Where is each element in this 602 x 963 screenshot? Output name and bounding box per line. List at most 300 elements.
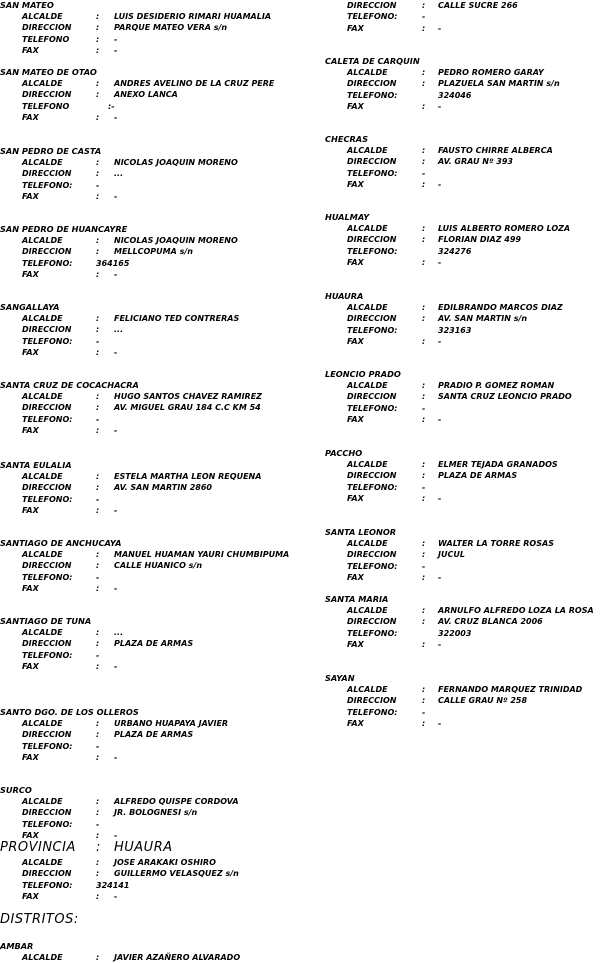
direccion-label: DIRECCION: [347, 79, 397, 89]
fax-label: FAX: [22, 662, 39, 672]
separator: :: [96, 719, 100, 728]
separator: :: [422, 719, 426, 729]
telefono-value: -: [96, 650, 100, 660]
district-entry: [325, 527, 554, 584]
separator: :: [96, 348, 100, 358]
direccion-value: JR. BOLOGNESI s/n: [114, 808, 198, 818]
fax-row: [0, 505, 118, 516]
telefono-row: [0, 336, 100, 347]
fax-label: FAX: [347, 719, 364, 729]
fax-value: -: [114, 348, 118, 358]
fax-label: FAX: [22, 270, 39, 280]
separator: :: [422, 460, 426, 469]
alcalde-label: ALCALDE: [22, 79, 63, 88]
alcalde-value: LUIS ALBERTO ROMERO LOZA: [438, 224, 571, 233]
telefono-row: [0, 414, 139, 425]
telefono-value: -: [114, 34, 118, 44]
separator: :: [422, 685, 426, 694]
direccion-value: AV. CRUZ BLANCA 2006: [438, 617, 543, 627]
telefono-label: TELEFONO:: [22, 336, 73, 346]
alcalde-label: ALCALDE: [347, 303, 388, 312]
direccion-value: AV. SAN MARTIN s/n: [438, 314, 528, 324]
district-name: HUAURA: [325, 291, 364, 301]
direccion-value: PLAZA DE ARMAS: [438, 471, 518, 481]
fax-row: [325, 179, 442, 190]
fax-value: -: [438, 494, 442, 504]
fax-label: FAX: [22, 46, 39, 56]
telefono-value: :-: [108, 101, 115, 111]
fax-value: -: [114, 506, 118, 516]
direccion-label: DIRECCION: [22, 169, 72, 179]
telefono-label: TELEFONO:: [22, 258, 73, 268]
direccion-value: PARQUE MATEO VERA s/n: [114, 23, 228, 33]
district-name: PACCHO: [325, 448, 363, 458]
alcalde-label: ALCALDE: [22, 858, 63, 867]
fax-value: -: [438, 719, 442, 729]
telefono-value: -: [422, 12, 426, 22]
alcalde-row: [0, 78, 275, 89]
alcalde-label: ALCALDE: [22, 158, 63, 167]
alcalde-label: ALCALDE: [22, 719, 63, 728]
alcalde-row: [325, 605, 594, 616]
district-name: SAN MATEO: [0, 0, 54, 10]
separator: :: [96, 169, 100, 179]
direccion-row: [0, 168, 124, 179]
separator: :: [422, 79, 426, 89]
district-entry: [325, 448, 558, 505]
alcalde-label: ALCALDE: [22, 550, 63, 559]
alcalde-label: ALCALDE: [22, 314, 63, 323]
alcalde-label: ALCALDE: [347, 68, 388, 77]
separator: :: [96, 403, 100, 413]
telefono-value: -: [96, 572, 100, 582]
alcalde-value: ANDRES AVELINO DE LA CRUZ PERE: [114, 79, 275, 88]
fax-value: -: [438, 573, 442, 583]
fax-label: FAX: [347, 337, 364, 347]
separator: :: [96, 12, 100, 21]
telefono-value: -: [422, 168, 426, 178]
district-entry: [325, 291, 563, 348]
direccion-value: JUCUL: [438, 550, 465, 560]
fax-label: FAX: [347, 258, 364, 268]
separator: :: [422, 258, 426, 268]
alcalde-label: ALCALDE: [347, 146, 388, 155]
separator: :: [422, 146, 426, 155]
alcalde-label: ALCALDE: [22, 12, 63, 21]
direccion-value: ...: [114, 169, 124, 179]
separator: :: [96, 662, 100, 672]
telefono-row: [0, 34, 118, 45]
separator: :: [96, 584, 100, 594]
telefono-value: -: [96, 494, 100, 504]
telefono-row: [0, 180, 101, 191]
separator: :: [422, 23, 426, 33]
separator: :: [96, 426, 100, 436]
telefono-label: TELEFONO:: [347, 403, 398, 413]
fax-label: FAX: [22, 584, 39, 594]
separator: :: [96, 892, 100, 902]
alcalde-label: ALCALDE: [347, 685, 388, 694]
district-entry: [325, 594, 594, 651]
telefono-label: TELEFONO:: [22, 180, 73, 190]
alcalde-row: [325, 145, 553, 156]
fax-row: [325, 639, 442, 650]
telefono-row: [325, 325, 472, 336]
separator: :: [96, 550, 100, 559]
district-entry: [0, 302, 240, 359]
telefono-row: [325, 246, 472, 257]
district-entry: [0, 224, 238, 281]
district-name: HUALMAY: [325, 212, 370, 222]
separator: :: [96, 192, 100, 202]
telefono-row: [325, 482, 426, 493]
direccion-value: AV. MIGUEL GRAU 184 C.C KM 54: [114, 403, 261, 413]
direccion-row: [325, 695, 528, 706]
alcalde-value: FELICIANO TED CONTRERAS: [114, 314, 240, 323]
telefono-value: 323163: [438, 325, 472, 335]
telefono-row: [0, 741, 139, 752]
alcalde-value: PEDRO ROMERO GARAY: [438, 68, 544, 77]
district-entry: [0, 67, 275, 124]
fax-row: [325, 718, 442, 729]
telefono-value: -: [422, 403, 426, 413]
fax-label: FAX: [22, 192, 39, 202]
separator: :: [422, 303, 426, 312]
direccion-value: AV. GRAU Nº 393: [438, 157, 513, 167]
separator: :: [422, 157, 426, 167]
direccion-value: CALLE HUANICO s/n: [114, 561, 203, 571]
alcalde-row: [325, 223, 571, 234]
fax-row: [0, 191, 118, 202]
district-entry: [0, 146, 238, 203]
fax-value: -: [438, 415, 442, 425]
separator: :: [96, 23, 100, 33]
fax-label: FAX: [347, 102, 364, 112]
telefono-row: [325, 90, 472, 101]
separator: :: [96, 325, 100, 335]
telefono-row: [325, 168, 426, 179]
direccion-label: DIRECCION: [22, 403, 72, 413]
telefono-label: TELEFONO:: [347, 707, 398, 717]
alcalde-label: ALCALDE: [347, 460, 388, 469]
fax-row: [325, 257, 442, 268]
district-entry: [325, 369, 572, 426]
district-name: SANTA MARIA: [325, 594, 389, 604]
fax-value: -: [438, 337, 442, 347]
direccion-value: GUILLERMO VELASQUEZ s/n: [114, 869, 239, 879]
alcalde-value: NICOLAS JOAQUIN MORENO: [114, 236, 238, 245]
fax-value: -: [438, 180, 442, 190]
district-entry: [325, 134, 553, 191]
fax-label: FAX: [347, 640, 364, 650]
telefono-row: [325, 628, 472, 639]
district-entry: [0, 538, 290, 595]
fax-value: -: [438, 102, 442, 112]
direccion-label: DIRECCION: [22, 325, 72, 335]
direccion-label: DIRECCION: [22, 639, 72, 649]
telefono-value: -: [96, 741, 100, 751]
alcalde-label: ALCALDE: [22, 472, 63, 481]
direccion-row: [0, 402, 261, 413]
direccion-label: DIRECCION: [22, 483, 72, 493]
telefono-row: [0, 819, 100, 830]
telefono-value: -: [96, 414, 100, 424]
direccion-label: DIRECCION: [22, 90, 72, 100]
district-entry: [0, 460, 262, 517]
telefono-value: -: [96, 180, 100, 190]
direccion-label: DIRECCION: [347, 550, 397, 560]
direccion-row: [0, 324, 124, 335]
district-name: SAYAN: [325, 673, 355, 683]
fax-label: FAX: [347, 415, 364, 425]
separator: :: [96, 628, 100, 637]
fax-value: -: [114, 831, 118, 841]
telefono-label: TELEFONO:: [347, 168, 398, 178]
direccion-label: DIRECCION: [347, 235, 397, 245]
separator: :: [422, 573, 426, 583]
alcalde-label: ALCALDE: [22, 953, 63, 962]
alcalde-value: LUIS DESIDERIO RIMARI HUAMALIA: [114, 12, 272, 21]
telefono-value: 322003: [438, 628, 472, 638]
direccion-label: DIRECCION: [22, 247, 72, 257]
alcalde-row: [0, 549, 290, 560]
direccion-row: [0, 89, 178, 100]
separator: :: [96, 831, 100, 841]
direccion-row: [325, 391, 572, 402]
alcalde-row: [0, 157, 238, 168]
alcalde-label: ALCALDE: [347, 606, 388, 615]
separator: :: [422, 640, 426, 650]
direccion-value: SANTA CRUZ LEONCIO PRADO: [438, 392, 572, 402]
fax-label: FAX: [22, 831, 39, 841]
telefono-label: TELEFONO:: [22, 572, 73, 582]
telefono-value: 324141: [96, 880, 130, 890]
telefono-row: [0, 494, 100, 505]
separator: :: [96, 797, 100, 806]
district-entry: [0, 941, 241, 963]
telefono-value: -: [422, 482, 426, 492]
alcalde-value: FAUSTO CHIRRE ALBERCA: [438, 146, 553, 155]
direccion-label: DIRECCION: [347, 157, 397, 167]
telefono-label: TELEFONO:: [22, 494, 73, 504]
alcalde-row: [325, 380, 555, 391]
separator: :: [96, 561, 100, 571]
telefono-row: [0, 101, 115, 112]
provincia-name: HUAURA: [114, 840, 173, 855]
district-name: SANGALLAYA: [0, 302, 60, 312]
alcalde-row: [0, 313, 240, 324]
separator: :: [96, 158, 100, 167]
telefono-row: [0, 572, 121, 583]
telefono-value: 324276: [438, 246, 472, 256]
separator: :: [96, 34, 100, 44]
fax-label: FAX: [347, 573, 364, 583]
separator: :: [96, 247, 100, 257]
telefono-row: [0, 650, 100, 661]
district-name: SAN MATEO DE OTAO: [0, 67, 97, 77]
district-name: SANTA CRUZ DE COCACHACRA: [0, 380, 139, 390]
direccion-row: [325, 616, 543, 627]
district-name: AMBAR: [0, 941, 34, 951]
alcalde-value: JAVIER AZAÑERO ALVARADO: [114, 953, 241, 962]
direccion-value: PLAZUELA SAN MARTIN s/n: [438, 79, 560, 89]
district-entry: [0, 616, 194, 673]
alcalde-label: ALCALDE: [347, 381, 388, 390]
fax-label: FAX: [347, 494, 364, 504]
fax-row: [0, 269, 127, 280]
telefono-label: TELEFONO:: [22, 650, 73, 660]
direccion-label: DIRECCION: [22, 730, 72, 740]
district-name: SANTA LEONOR: [325, 527, 397, 537]
alcalde-value: FERNANDO MARQUEZ TRINIDAD: [438, 685, 583, 694]
direccion-label: DIRECCION: [347, 696, 397, 706]
alcalde-value: HUGO SANTOS CHAVEZ RAMIREZ: [114, 392, 262, 401]
district-name: SANTIAGO DE TUNA: [0, 616, 92, 626]
direccion-row: [0, 638, 194, 649]
direccion-label: DIRECCION: [347, 392, 397, 402]
separator: :: [96, 472, 100, 481]
district-entry: [325, 673, 583, 730]
separator: :: [422, 314, 426, 324]
direccion-value: FLORIAN DIAZ 499: [438, 235, 521, 245]
alcalde-value: NICOLAS JOAQUIN MORENO: [114, 158, 238, 167]
fax-row: [325, 336, 442, 347]
district-name: SANTO DGO. DE LOS OLLEROS: [0, 707, 139, 717]
alcalde-row: [325, 459, 558, 470]
direccion-row: [325, 313, 528, 324]
telefono-value: -: [96, 819, 100, 829]
alcalde-row: [325, 684, 583, 695]
separator: :: [422, 235, 426, 245]
separator: :: [96, 730, 100, 740]
alcalde-label: ALCALDE: [22, 628, 63, 637]
separator: :: [96, 808, 100, 818]
alcalde-value: JOSE ARAKAKI OSHIRO: [114, 858, 216, 867]
separator: :: [96, 753, 100, 763]
fax-row: [0, 45, 118, 56]
separator: :: [96, 869, 100, 879]
direccion-label: DIRECCION: [22, 869, 72, 879]
telefono-label: TELEFONO:: [347, 90, 398, 100]
direccion-value: PLAZA DE ARMAS: [114, 730, 194, 740]
fax-row: [0, 583, 121, 594]
telefono-label: TELEFONO:: [347, 12, 398, 22]
separator: :: [96, 506, 100, 516]
direccion-label: DIRECCION: [347, 471, 397, 481]
alcalde-row: [325, 538, 554, 549]
fax-label: FAX: [22, 753, 39, 763]
separator: :: [96, 90, 100, 100]
alcalde-label: ALCALDE: [22, 236, 63, 245]
telefono-label: TELEFONO:: [22, 880, 73, 890]
separator: :: [422, 696, 426, 706]
direccion-row: [0, 22, 228, 33]
fax-value: -: [114, 270, 118, 280]
distritos-heading: DISTRITOS:: [0, 912, 79, 927]
district-name: CALETA DE CARQUIN: [325, 56, 420, 66]
fax-row: [0, 347, 118, 358]
fax-label: FAX: [22, 426, 39, 436]
fax-value: -: [114, 113, 118, 123]
district-name: SAN PEDRO DE CASTA: [0, 146, 102, 156]
direccion-label: DIRECCION: [347, 1, 397, 10]
fax-row: [0, 425, 139, 436]
fax-label: FAX: [22, 506, 39, 516]
separator: :: [422, 606, 426, 615]
fax-row: [0, 112, 118, 123]
fax-value: -: [114, 426, 118, 436]
fax-row: [325, 572, 442, 583]
fax-value: -: [114, 892, 118, 902]
separator: :: [96, 46, 100, 56]
telefono-row: [325, 403, 426, 414]
separator: :: [96, 840, 101, 855]
direccion-value: MELLCOPUMA s/n: [114, 247, 193, 257]
alcalde-value: ...: [114, 628, 124, 637]
alcalde-row: [0, 391, 262, 402]
fax-row: [325, 493, 442, 504]
district-name: LEONCIO PRADO: [325, 369, 401, 379]
alcalde-row: [0, 235, 238, 246]
alcalde-row: [0, 952, 241, 963]
alcalde-value: PRADIO P. GOMEZ ROMAN: [438, 381, 555, 390]
alcalde-row: [0, 471, 262, 482]
alcalde-row: [0, 627, 124, 638]
direccion-row: [325, 549, 465, 560]
separator: :: [96, 113, 100, 123]
fax-row: [0, 752, 139, 763]
separator: :: [422, 381, 426, 390]
fax-value: -: [114, 192, 118, 202]
separator: :: [96, 314, 100, 323]
direccion-value: PLAZA DE ARMAS: [114, 639, 194, 649]
separator: :: [96, 953, 100, 962]
alcalde-row: [325, 302, 563, 313]
fax-value: -: [438, 258, 442, 268]
district-name: SANTIAGO DE ANCHUCAYA: [0, 538, 122, 548]
alcalde-row: [0, 718, 229, 729]
district-entry: [325, 212, 571, 269]
alcalde-row: [0, 796, 239, 807]
direccion-value: CALLE SUCRE 266: [438, 1, 518, 10]
direccion-value: AV. SAN MARTIN 2860: [114, 483, 212, 493]
district-name: SANTA EULALIA: [0, 460, 72, 470]
separator: :: [422, 617, 426, 627]
fax-value: -: [438, 640, 442, 650]
separator: :: [422, 392, 426, 402]
direccion-label: DIRECCION: [22, 808, 72, 818]
alcalde-value: ELMER TEJADA GRANADOS: [438, 460, 558, 469]
separator: :: [96, 270, 100, 280]
telefono-label: TELEFONO:: [22, 414, 73, 424]
telefono-label: TELEFONO:: [22, 741, 73, 751]
fax-value: -: [114, 662, 118, 672]
direccion-value: ANEXO LANCA: [114, 90, 178, 100]
separator: :: [422, 494, 426, 504]
alcalde-value: MANUEL HUAMAN YAURI CHUMBIPUMA: [114, 550, 290, 559]
district-name: SURCO: [0, 785, 32, 795]
telefono-label: TELEFONO: [22, 34, 70, 44]
direccion-value: ...: [114, 325, 124, 335]
fax-label: FAX: [347, 180, 364, 190]
direccion-label: DIRECCION: [347, 617, 397, 627]
district-name: SAN PEDRO DE HUANCAYRE: [0, 224, 128, 234]
telefono-row: [325, 707, 426, 718]
fax-label: FAX: [347, 23, 364, 33]
alcalde-value: WALTER LA TORRE ROSAS: [438, 539, 554, 548]
telefono-label: TELEFONO:: [347, 561, 398, 571]
telefono-label: TELEFONO:: [347, 482, 398, 492]
